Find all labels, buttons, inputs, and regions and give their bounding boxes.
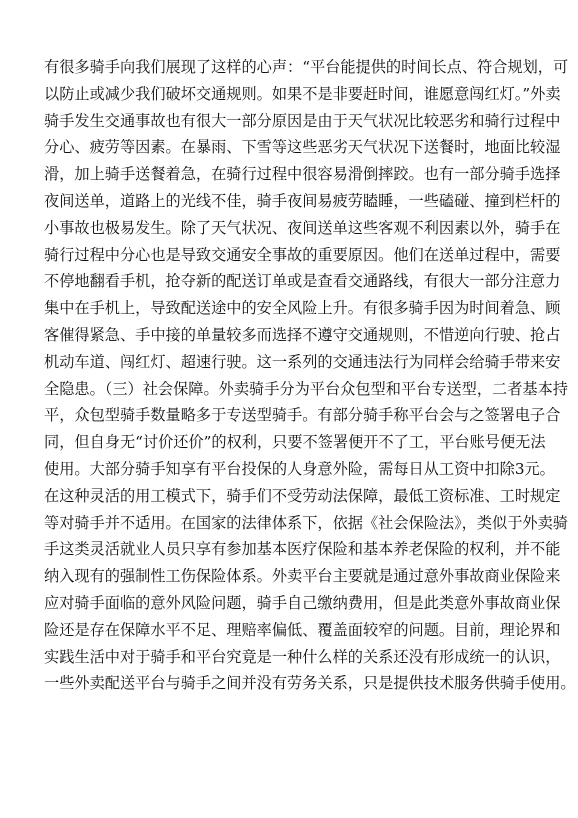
text-line: 客催得紧急、手中接的单量较多而选择不遵守交通规则，不惜逆向行驶、抢占 (44, 325, 561, 344)
text-line: 以防止或减少我们破坏交通规则。如果不是非要赶时间，谁愿意闯红灯。”外卖 (44, 84, 561, 103)
text-line: 滑，加上骑手送餐着急，在骑行过程中很容易滑倒摔跤。也有一部分骑手选择 (44, 165, 561, 184)
text-line: 分心、疲劳等因素。在暴雨、下雪等这些恶劣天气状况下送餐时，地面比较湿 (44, 138, 561, 157)
text-line: 在这种灵活的用工模式下，骑手们不受劳动法保障，最低工资标准、工时规定 (44, 486, 561, 505)
text-line: 同，但自身无“讨价还价”的权利，只要不签署便开不了工，平台账号便无法 (44, 433, 546, 452)
text-line: 有很多骑手向我们展现了这样的心声：“平台能提供的时间长点、符合规划，可 (44, 58, 569, 76)
body-paragraph (44, 54, 576, 697)
text-line: 全隐患。（三）社会保障。外卖骑手分为平台众包型和平台专送型，二者基本持 (44, 379, 568, 398)
text-line: 险还是存在保障水平不足、理赔率偏低、覆盖面较窄的问题。目前，理论界和 (44, 620, 561, 639)
text-line: 集中在手机上，导致配送途中的安全风险上升。有很多骑手因为时间着急、顾 (44, 299, 561, 318)
text-line: 使用。大部分骑手知享有平台投保的人身意外险，需每日从工资中扣除3元。 (44, 459, 555, 478)
text-line: 不停地翻看手机，抢夺新的配送订单或是查看交通路线，有很大一部分注意力 (44, 272, 561, 291)
text-line: 实践生活中对于骑手和平台究竟是一种什么样的关系还没有形成统一的认识， (44, 647, 561, 666)
text-line: 平，众包型骑手数量略多于专送型骑手。有部分骑手称平台会与之签署电子合 (44, 406, 561, 425)
text-line: 小事故也极易发生。除了天气状况、夜间送单这些客观不利因素以外，骑手在 (44, 218, 561, 237)
text-line: 纳入现有的强制性工伤保险体系。外卖平台主要就是通过意外事故商业保险来 (44, 567, 561, 586)
text-line: 等对骑手并不适用。在国家的法律体系下，依据《社会保险法》，类似于外卖骑 (44, 513, 568, 532)
text-line: 一些外卖配送平台与骑手之间并没有劳务关系，只是提供技术服务供骑手使用。 (44, 674, 576, 693)
text-line: 骑手发生交通事故也有很大一部分原因是由于天气状况比较恶劣和骑行过程中 (44, 111, 561, 130)
text-line: 应对骑手面临的意外风险问题，骑手自己缴纳费用，但是此类意外事故商业保 (44, 593, 561, 612)
text-line: 夜间送单，道路上的光线不佳，骑手夜间易疲劳瞌睡，一些磕碰、撞到栏杆的 (44, 191, 561, 210)
text-line: 手这类灵活就业人员只享有参加基本医疗保险和基本养老保险的权利，并不能 (44, 540, 561, 559)
text-line: 骑行过程中分心也是导致交通安全事故的重要原因。他们在送单过程中，需要 (44, 245, 561, 264)
text-line: 机动车道、闯红灯、超速行驶。这一系列的交通违法行为同样会给骑手带来安 (44, 352, 561, 371)
